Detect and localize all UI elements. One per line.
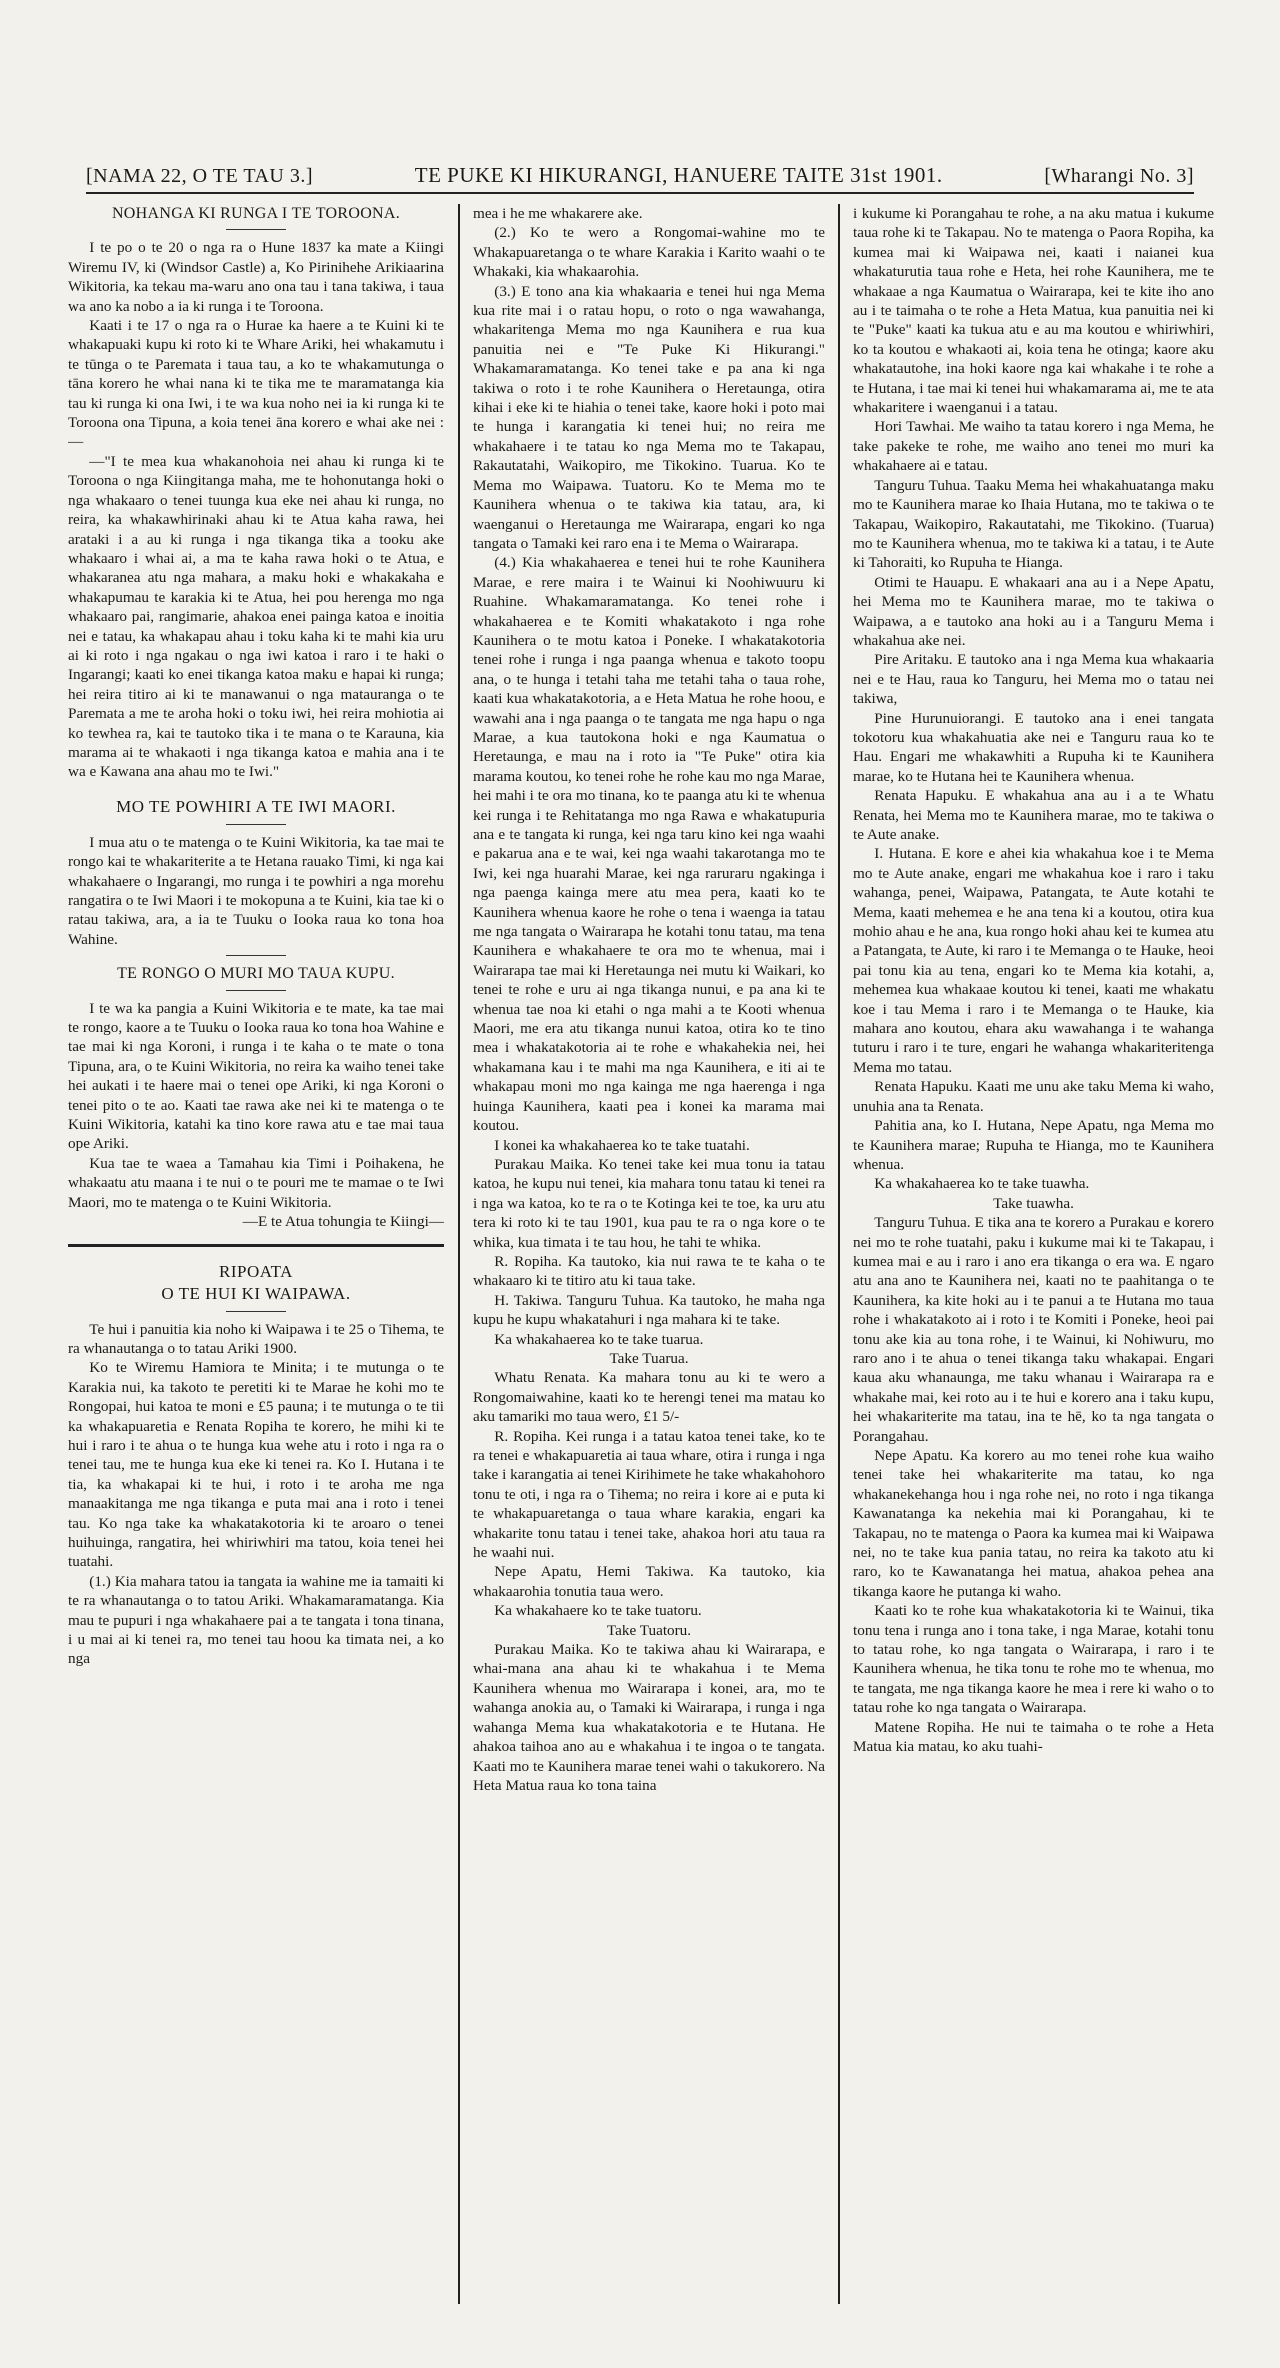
paragraph: I te po o te 20 o nga ra o Hune 1837 ka mate a Kiingi Wiremu IV, ki (Windsor Castle) a, Ko Pirinihehe Arikiaarina Wikitoria, ka tekau ma-waru ano ona tau i tana takiwa, i taua wa ano ka nobo a ia ki runga i te Toroona. bbox=[68, 239, 444, 315]
paragraph: Hori Tawhai. Me waiho ta tatau korero i nga Mema, he take pakeke te rohe, me waiho ano tenei mo muri ka whakahaere ai e tatau. bbox=[853, 418, 1214, 475]
paragraph: Pire Aritaku. E tautoko ana i nga Mema kua whakaaria nei e te Hau, raua ko Tanguru, hei Mema mo o tatau nei takiwa, bbox=[853, 651, 1214, 708]
column-1 bbox=[68, 204, 460, 2304]
article-subheading: O TE HUI KI WAIPAWA. bbox=[161, 1283, 351, 1303]
divider bbox=[226, 229, 286, 230]
paragraph: Nepe Apatu, Hemi Takiwa. Ka tautoko, kia whakaarohia tonutia taua wero. bbox=[473, 1563, 825, 1600]
article-columns bbox=[68, 204, 1214, 2304]
paragraph: mea i he me whakarere ake. bbox=[473, 205, 643, 222]
paragraph: Tanguru Tuhua. E tika ana te korero a Purakau e korero nei mo te rohe tuatahi, paku i kukume mai ki te Takapau, i kumea mai e au i raro i ano era tikanga o era wa. E ngaro atu ana ano te Kaunihera nei, kaati no te paahitanga o te Kaunihera, ka kite hoki au i te panui a te Hutana mo taua rohe i whakatakoto ai i roto i te Komiti i Poneke, heoi pai tonu ake kia au tona rohe, i te Wainui, ki Nohiwuru, mo raro ano i te ahua o tenei tikanga taku whakapai. Engari kaua aku whanaunga, me taku whanau i Wairarapa ra e whakahe mai, kei roto au i te hui e korero ana i taku kupu, hei whakariterite ma tatau, ina te hē, ko ta nga tangata o Porangahau. bbox=[853, 1214, 1214, 1445]
paragraph: R. Ropiha. Kei runga i a tatau katoa tenei take, ko te ra tenei e whakapuaretia ai taua whare, otira i runga i nga take i karangatia ai tenei Kirihimete he take whakahohoro tonu te oti, i nga ra o Tihema; no reira i kore ai e puta ki te whakapuaretanga o taua whare karakia, engari ka whakarite tonu tatau i tenei take, ahakoa hori atu taua ra he waahi nui. bbox=[473, 1427, 825, 1562]
paragraph: (3.) E tono ana kia whakaaria e tenei hui nga Mema kua rite mai i o ratau hopu, o roto o nga wawahanga, whakaritenga Mema mo nga Kaunihera e rua kua panuitia nei e "Te Puke Ki Hikurangi." Whakamaramatanga. Ko tenei take e pa ana ki nga takiwa o roto i te rohe Kaunihera o Heretaunga, otira kihai i eke ki te hiahia o tenei take, kaore hoki i poto mai te hunga i karangatia ki tenei hui; no reira me whakahaere i te tatau ko nga Mema mo te Takapau, Rakautatahi, Waikopiro, me Tikokino. Tuarua. Ko te Mema mo Waipawa. Tuatoru. Ko te Mema mo te Kaunihera whenua o te takiwa kia tatau, ara, ki waenganui o Heretaunga me Wairarapa, engari ko nga tangata o Tamaki kei raro ena i te Mema o Wairarapa. bbox=[473, 282, 825, 552]
article-heading: NOHANGA KI RUNGA I TE TOROONA. bbox=[111, 205, 401, 222]
paragraph: Purakau Maika. Ko te takiwa ahau ki Wairarapa, e whai-mana ana ahau ki te whakahua i te Mema Kaunihera whenua mo Wairarapa i konei, ara, mo te wahanga anokia au, o Tamaki ki Wairarapa, i runga i nga wahanga Mema kua whakatakotoria e te Hutana. He ahakoa taihoa ano au e whakahua i te ingoa o te tangata. Kaati mo te Kaunihera marae tenei wahi o takukorero. Na Heta Matua raua ko tona taina bbox=[473, 1641, 825, 1794]
divider bbox=[226, 824, 286, 825]
paragraph: Renata Hapuku. E whakahua ana au i a te Whatu Renata, hei Mema mo te Kaunihera marae, mo te takiwa o te Aute anake. bbox=[853, 787, 1214, 843]
article-heading: RIPOATA bbox=[219, 1261, 293, 1281]
paragraph: Purakau Maika. Ko tenei take kei mua tonu ia tatau katoa, he kupu nui tenei, kia mahara tonu tatau ki tenei ra i nga wa katoa, ko te ra o te Kotinga kei te toe, ka uru atu tera ki roto ki te tau 1901, kua pau te ra o nga kore o te whika, kua timata i te tau hou, he tahi te whika. bbox=[473, 1155, 825, 1251]
paragraph: Tanguru Tuhua. Taaku Mema hei whakahuatanga maku mo te Kaunihera marae ko Ihaia Hutana, mo te takiwa o te Takapau, Waikopiro, Rakautatahi, me Tikokino. (Tuarua) mo te Kaunihera whenua, mo te takiwa ki a tatau, i te Aute ki Tahoraiti, ko Rupuha te Hianga. bbox=[853, 476, 1214, 572]
paragraph: I. Hutana. E kore e ahei kia whakahua koe i te Mema mo te Aute anake, engari me whakahua koe i raro i taku wahanga, penei, Waipawa, Patangata, te Aute kotahi te Mema, kaati mehemea e he ana tena ki a koutou, otira kua mohio ahau e he ana, kua rongo hoki ahau kei te kumea atu a Patangata, te Aute, ki raro i te Memanga o te Hauke, heoi pai tonu kia au tena, engari ko te Mema kia kotahi, a, mehemea kua whakaae koutou ki tenei, kaati me whakatu koe i tau Mema i raro i te Memanga o te Hauke, kia mahara ano koutou, ehara aku wawahanga i te wahanga tuturu i raro i te ture, engari he wahanga whakariteritenga Mema mo tatau. bbox=[853, 845, 1214, 1076]
paragraph: i kukume ki Porangahau te rohe, a na aku matua i kukume taua rohe ki te Takapau. No te matenga o Paora Ropiha, ka kumea mai ki Waipawa nei, kaati i naianei kua whakaturutia taua rohe e Heta, hei rohe Kaunihera, me te whakaae a nga Kaumatua o Wairarapa, kei te kite iho ano au i te taimaha o te rohe a Heta Matua, kua panuitia nei ki te "Puke" kaati ka tukua atu e au ma koutou e whiriwhiri, ko ta koutou e whakaoti ai, koia tena he otinga; kaore aku whakatautohe, ina hoki kaore nga kai whakahe i te rohe a te Hutana, i tae mai ki tenei hui whakamarama ai, me te ata whakaritere i waenganui i a tatau. bbox=[853, 205, 1214, 417]
paragraph: Kaati i te 17 o nga ra o Hurae ka haere a te Kuini ki te whakapuaki kupu ki roto ki te Whare Ariki, hei whakamutu i te tūnga o te Paremata i taua tau, a ko te whakamutunga o tāna korero he whai nana ki te tika me te maramatanga kia tau ki runga ki ona Iwi, i te wa kua noho nei ia ki runga ki te Toroona ona Tipuna, a koia tenei āna korero e whai ake nei :— bbox=[68, 317, 444, 451]
paragraph: Ka whakahaere ko te take tuatoru. bbox=[494, 1602, 702, 1620]
page-number: [Wharangi No. 3] bbox=[1044, 165, 1194, 187]
paragraph: Renata Hapuku. Kaati me unu ake taku Mema ki waho, unuhia ana ta Renata. bbox=[853, 1078, 1214, 1115]
paragraph: Matene Ropiha. He nui te taimaha o te rohe a Heta Matua kia matau, ko aku tuahi- bbox=[853, 1718, 1214, 1756]
paragraph: Ka whakahaerea ko te take tuarua. bbox=[494, 1330, 704, 1348]
paragraph: (1.) Kia mahara tatou ia tangata ia wahine me ia tamaiti ki te ra whanautanga o to tatou Ariki. Whakamaramatanga. Kia mau te pupuri i nga whakahaere pai a te tangata i tona tinana, i u mai ai ki tenei ra, mo tenei tau hoou ka timata nei, a ko nga bbox=[68, 1572, 444, 1668]
paragraph: Otimi te Hauapu. E whakaari ana au i a Nepe Apatu, hei Mema mo te Kaunihera marae, mo te takiwa o Waipawa, a e tautoko ana hoki au i a Tanguru Mema i whakahua ake nei. bbox=[853, 573, 1214, 649]
paragraph: (4.) Kia whakahaerea e tenei hui te rohe Kaunihera Marae, e rere maira i te Wainui ki Noohiwuuru ki Ruahine. Whakamaramatanga. Ko tenei rohe i whakahaerea e te Komiti whakatakoto i nga rohe Kaunihera o te motu katoa i Poneke. I whakatakotoria tenei rohe i runga i nga paanga whenua e takoto toopu ana, o te hunga i tetahi taha me tetahi taha o taua rohe, kaati kua whakatakotoria, a e Heta Matua he rohe hoou, e wawahi ana i nga paanga o te tangata me nga hapu o nga Marae, a kua tautokona hoki e nga Kaumatua o Heretaunga, e mau na i roto ia "Te Puke" otira kia marama koutou, ko tenei rohe he rohe kau mo nga Marae, hei mahi i te ora mo tinana, ko te paanga atu ki te whenua kei runga i te Rehitatanga mo nga Rawa e whakatupuria ana e te tangata ki runga, kei nga taru kino kei nga waahi e pakarua ana e te wai, kei nga waahi takarotanga mo te Iwi, kei nga huarahi Marae, kei nga raruraru ngakinga i nga paenga kainga mere atu mea pera, kaati ko te Kaunihera whenua kaore he rohe o tena i waenga ia tatau me nga tangata o Wairarapa he kotahi tonu tatau, ma tena Kaunihera e whakahaere te ora mo te whenua, mai i Wairarapa tae mai ki Heretaunga nei mutu ki Waikari, ko tenei te rohe e uru ai nga tikanga nunui, e pa ana ki te whenua tae noa ki etahi o nga mahi a te Kooti whenua Maori, me era atu tikanga nunui katoa, otira ko te tino mea i whakatakotoria ai te rohe e whakahekia nei, hei whakamana kau i te mahi ma nga Kaunihera, e iti ai te whakapau moni mo nga kainga me nga haerenga i nga huinga Kaunihera, kaati pea i konei ka marama mai koutou. bbox=[473, 554, 825, 1135]
item-heading: Take Tuarua. bbox=[609, 1349, 689, 1367]
paragraph: Pine Hurunuiorangi. E tautoko ana i enei tangata tokotoru kua whakahuatia ake nei e Tanguru raua ko te Hau. Engari me whakawhiti a Rupuha ki te Kaunihera marae, ko te Hutana hei te Kaunihera whenua. bbox=[853, 709, 1214, 785]
article-heading: TE RONGO O MURI MO TAUA KUPU. bbox=[117, 965, 395, 983]
paragraph: Ko te Wiremu Hamiora te Minita; i te mutunga o te Karakia nui, ka takoto te peretiti ki te Marae he kohi mo te Rongopai, hui katoa te moni e £5 pauna; i te mutunga o te tii ka whakapuaretia e Renata Ropiha te korero, he mihi ki te hui i raro i te ahua o te hunga kua wehe atu i roto i nga ra o tenei tau, me te hunga kua eke ki tenei ra. Ko I. Hutana i te tia, ka whakapai ki te hui, i roto i te aroha me nga manaakitanga me nga tikanga e puta mai ana i roto i tenei tau. Ko nga take ka whakatakotoria ki te aroaro o tenei huihuinga, rangatira, hei whiriwhiri ma tatou, koia tenei hei tuatahi. bbox=[68, 1359, 444, 1571]
paragraph: I konei ka whakahaerea ko te take tuatahi. bbox=[494, 1136, 750, 1154]
paragraph: —"I te mea kua whakanohoia nei ahau ki runga ki te Toroona o nga Kiingitanga maha, me te hohonutanga hoki o nga whakaaro o tenei tuunga kua eke nei ahau ki runga, no reira, ka whakawhirinaki ahau ki te Atua kaha rawa, hei arataki i a au ki runga i nga tikanga tika a tooku ake whakaaro i whai ai, a ma te kaha rawa hoki o te Atua, e whakaranea atu nga mahara, a maku hoki e whakakaha e whakapumau te karakia ki te Atua, hei pou herenga mo nga whakaaro pai, rangimarie, ahakoa enei painga katoa e inoitia nei e tatau, ka whakapau ahau i toku kaha ki te mahi kia uru ai ki roto i nga ngakau o nga iwi katoa i raro i te haki o Ingarangi; kaati ko enei tikanga katoa maku e hapai ki runga; hei reira titiro ai ki te manawanui o nga matauranga o te Paremata a me te aroha hoki o toku iwi, hei reira mohiotia ai ko tewhea ra, kai te tautoko tika i te mana o te Karauna, kia marama ai te whakaoti i nga tikanga katoa e mahia ana i te wa e Kawana ana ahau mo te Iwi." bbox=[68, 452, 444, 781]
column-2 bbox=[460, 204, 840, 2304]
divider bbox=[226, 1311, 286, 1312]
closing-line: —E te Atua tohungia te Kiingi— bbox=[242, 1213, 444, 1231]
paragraph: I te wa ka pangia a Kuini Wikitoria e te mate, ka tae mai te rongo, kaore a te Tuuku o Iooka raua ko tona hoa Wahine e tae mai ki nga Koroni, i runga i te kaha o te mate o tona Tipuna, ara, o te Kuini Wikitoria, no reira ka waiho tenei take hei aukati i te haere mai o tenei ope Ariki, ki nga Koroni o tenei pito o te ao. Kaati tae rawa ake nei ki te matenga o te Kuini Wikitoria, katahi ka tino kore rawa atu e tae mai taua ope Ariki. bbox=[68, 999, 444, 1153]
masthead-title: TE PUKE KI HIKURANGI, HANUERE TAITE 31st 1901. bbox=[414, 163, 943, 187]
page-header bbox=[86, 152, 1194, 194]
item-heading: Take tuawha. bbox=[993, 1194, 1074, 1212]
divider bbox=[226, 955, 286, 956]
paragraph: R. Ropiha. Ka tautoko, kia nui rawa te te kaha o te whakaaro ki te titiro atu ki taua take. bbox=[473, 1252, 825, 1290]
divider bbox=[226, 990, 286, 991]
paragraph: Te hui i panuitia kia noho ki Waipawa i te 25 o Tihema, te ra whanautanga o to tatau Ariki 1900. bbox=[68, 1320, 444, 1357]
column-3 bbox=[840, 204, 1214, 2304]
paragraph: (2.) Ko te wero a Rongomai-wahine mo te Whakapuaretanga o te whare Karakia i Karito waahi o te Whakaki, kia whakaarohia. bbox=[473, 224, 825, 281]
paragraph: Pahitia ana, ko I. Hutana, Nepe Apatu, nga Mema mo te Kaunihera marae; Rupuha te Hianga, mo te Kaunihera whenua. bbox=[853, 1117, 1214, 1173]
article-heading: MO TE POWHIRI A TE IWI MAORI. bbox=[116, 796, 396, 816]
issue-number: [NAMA 22, O TE TAU 3.] bbox=[86, 165, 313, 187]
paragraph: H. Takiwa. Tanguru Tuhua. Ka tautoko, he maha nga kupu he kupu whakatahuri i nga mahara ki te take. bbox=[473, 1291, 825, 1329]
section-rule bbox=[68, 1244, 444, 1247]
paragraph: Kua tae te waea a Tamahau kia Timi i Poihakena, he whakaatu atu maana i te nui o te pouri me te mamae o te Iwi Maori, mo te matenga o te Kuini Wikitoria. bbox=[68, 1154, 444, 1211]
paragraph: Ka whakahaerea ko te take tuawha. bbox=[874, 1175, 1090, 1193]
paragraph: I mua atu o te matenga o te Kuini Wikitoria, ka tae mai te rongo kai te whakariterite a te Hetana rauako Timi, ki nga kai whakahaere o Ingarangi, mo runga i te powhiri a nga morehu rangatira o te Iwi Maori i te mokopuna a te Kuini, kia tae ki o ratau takiwa, ara, a ia te Tuuku o Iooka raua ko tona hoa Wahine. bbox=[68, 833, 444, 948]
paragraph: Kaati ko te rohe kua whakatakotoria ki te Wainui, tika tonu tena i runga ano i tona take, i nga Marae, kotahi tonu to tatau rohe, ko nga tangata o Wairarapa, i raro i te Kaunihera whenua, he tika tonu te rohe mo te whenua, mo te tangata, me nga tikanga kaore he mea i rere ki waho o to tatau rohe ko nga tangata o Wairarapa. bbox=[853, 1602, 1214, 1717]
paragraph: Whatu Renata. Ka mahara tonu au ki te wero a Rongomaiwahine, kaati ko te herengi tenei ma matau ko aku tamariki mo taua wero, £1 5/- bbox=[473, 1369, 825, 1426]
item-heading: Take Tuatoru. bbox=[606, 1621, 692, 1639]
paragraph: Nepe Apatu. Ka korero au mo tenei rohe kua waiho tenei take hei whakariterite ma tatau, ko nga whakanekehanga hou i nga rohe nei, no roto i nga tikanga Kawanatanga ka nekehia mai ki Porangahau, ki te Takapau, no te matenga o Paora ka kumea mai ki Waipawa nei, no te take kua pania tatau, no reira ka takoto atu ki raro, ko te Kawanatanga hei matua, ahakoa pehea ana tikanga kaore he putanga ki waho. bbox=[853, 1447, 1214, 1600]
